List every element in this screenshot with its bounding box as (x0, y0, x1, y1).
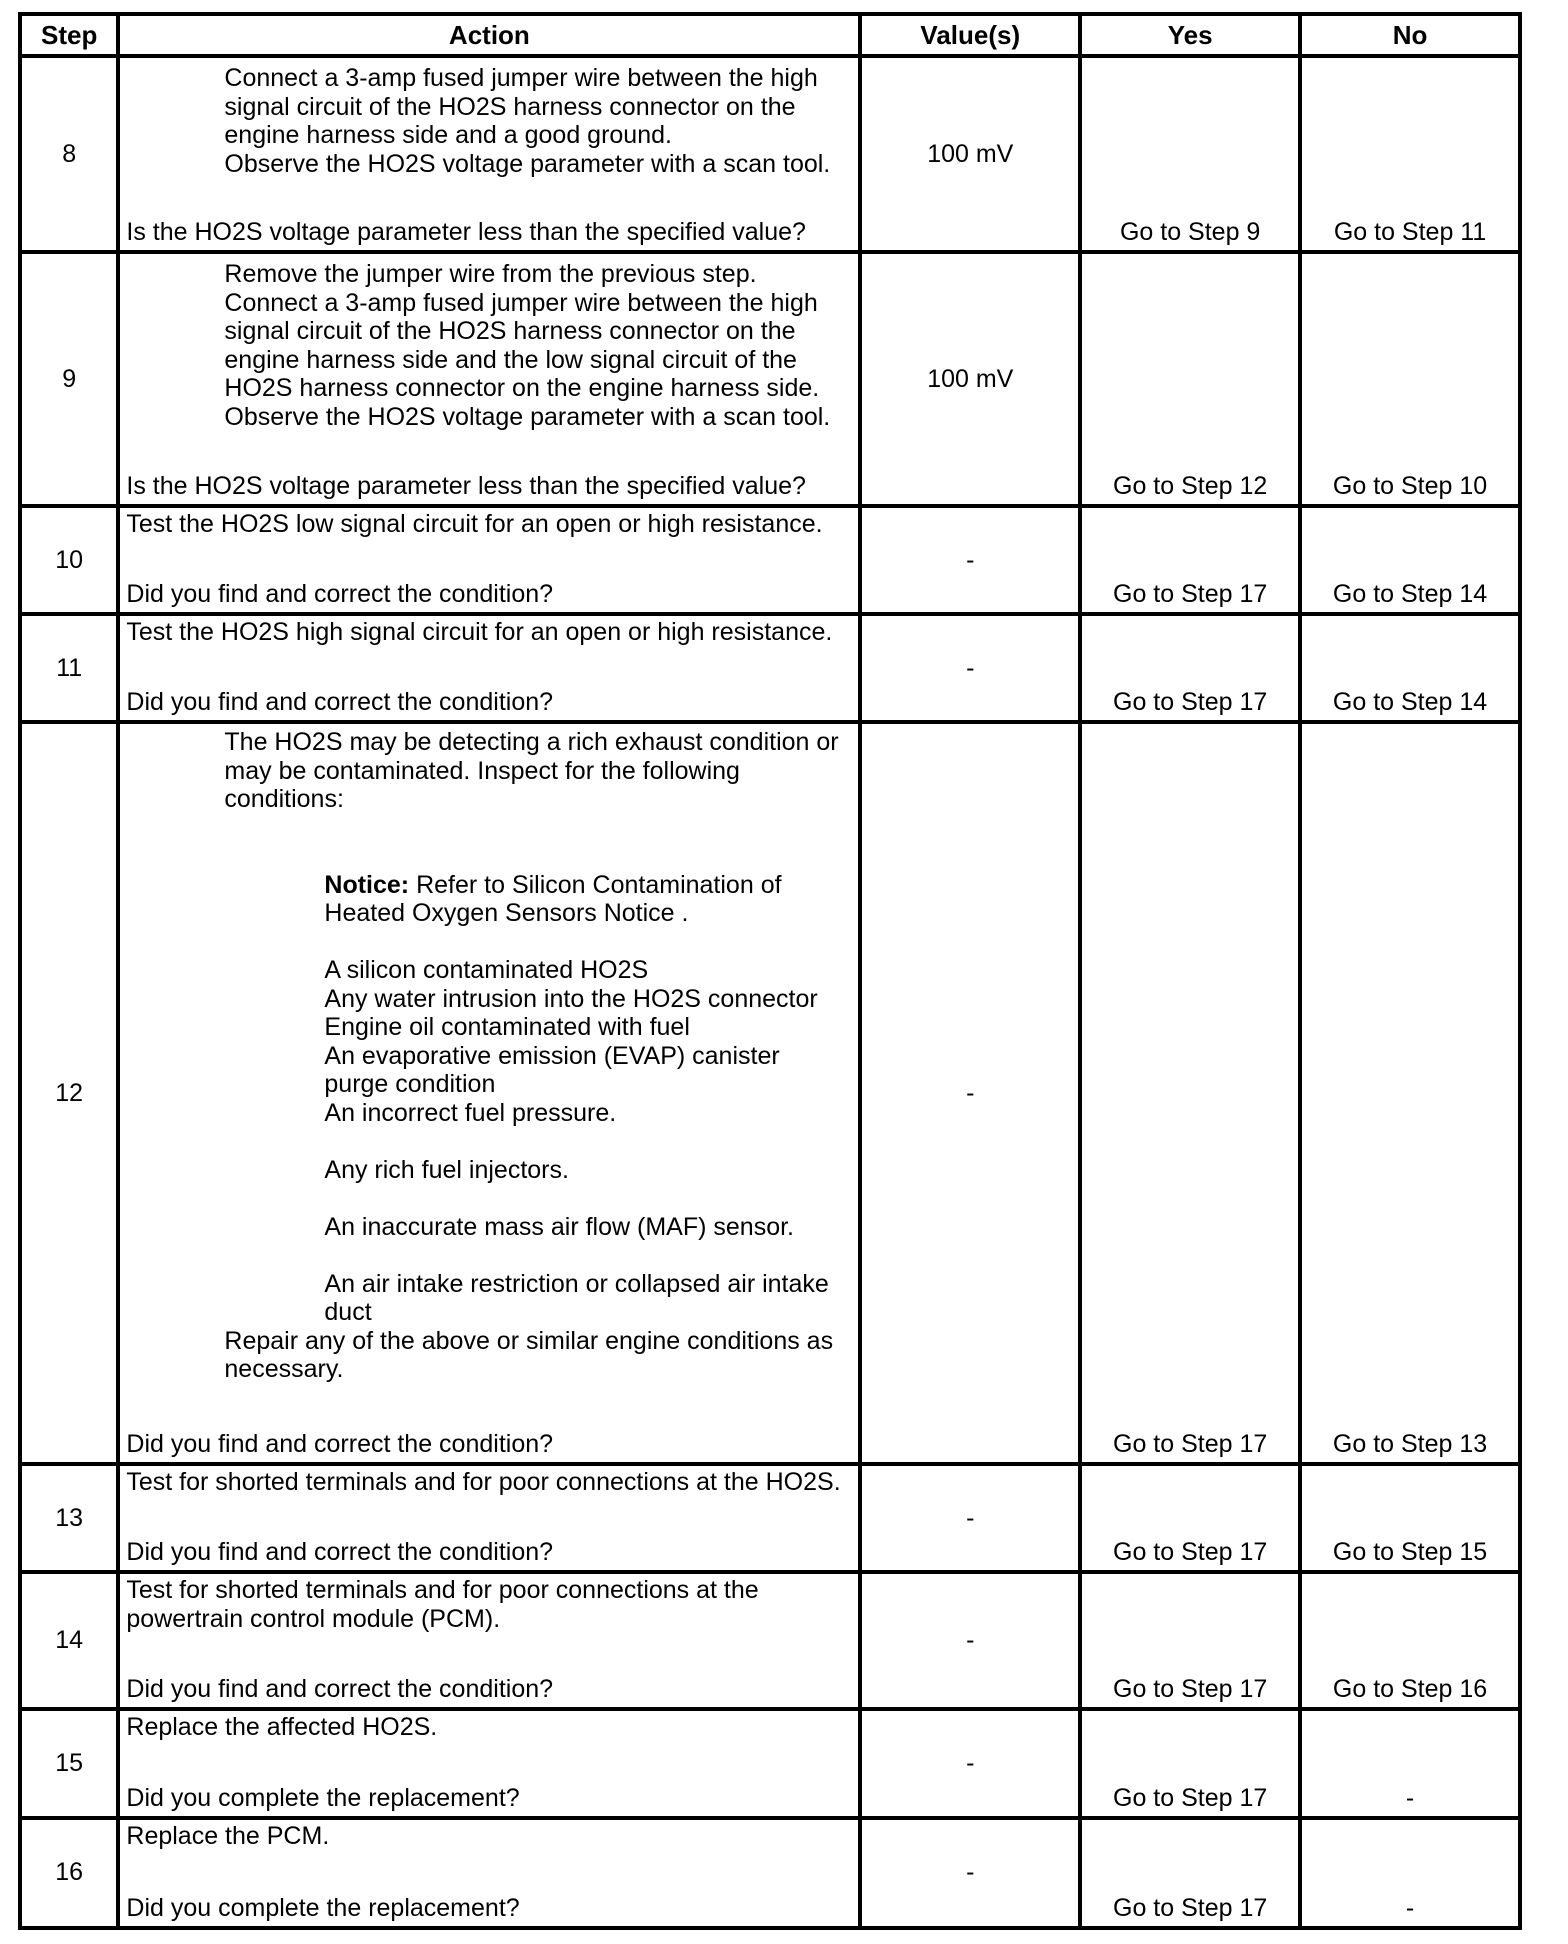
action-line: powertrain control module (PCM). (126, 1604, 501, 1633)
step-number: 8 (20, 56, 118, 252)
yes-result: Go to Step 12 (1113, 471, 1268, 500)
value-cell: - (860, 722, 1080, 1464)
action-cell (118, 1709, 860, 1817)
action-line: Test the HO2S low signal circuit for an open or high resistance. (126, 509, 823, 538)
no-result: Go to Step 10 (1332, 471, 1488, 500)
action-cell (118, 614, 860, 722)
header-row (20, 14, 1520, 56)
condition-item: An incorrect fuel pressure. (324, 1098, 617, 1127)
action-question: Is the HO2S voltage parameter less than the specified value? (126, 218, 806, 247)
action-line: Connect a 3-amp fused jumper wire between the high (224, 288, 818, 317)
yes-cell (1080, 1818, 1300, 1928)
intro-line: The HO2S may be detecting a rich exhaust condition or (224, 728, 839, 757)
table-row (20, 1818, 1520, 1928)
yes-cell (1080, 1572, 1300, 1709)
action-line: Connect a 3-amp fused jumper wire between the high (224, 64, 818, 92)
table-row (20, 506, 1520, 614)
notice-line (324, 871, 858, 900)
action-line: Replace the PCM. (126, 1821, 330, 1850)
action-question: Did you complete the replacement? (126, 1783, 520, 1812)
no-cell (1300, 506, 1520, 614)
action-line: engine harness side and the low signal circuit of the (224, 345, 797, 374)
yes-result: Go to Step 17 (1113, 580, 1268, 609)
action-line: Replace the affected HO2S. (126, 1713, 438, 1742)
action-line: Observe the HO2S voltage parameter with a scan tool. (224, 149, 831, 178)
no-cell (1300, 614, 1520, 722)
intro-line: may be contaminated. Inspect for the following (224, 756, 740, 785)
step-number: 13 (20, 1464, 118, 1572)
yes-cell (1080, 722, 1300, 1464)
no-result: Go to Step 15 (1332, 1538, 1488, 1567)
no-cell (1300, 56, 1520, 252)
header-no: No (1300, 14, 1520, 56)
action-line: Remove the jumper wire from the previous step. (224, 260, 757, 289)
table-row (20, 252, 1520, 506)
yes-cell (1080, 614, 1300, 722)
yes-result: Go to Step 17 (1113, 688, 1268, 717)
step-number: 9 (20, 252, 118, 506)
condition-item: An air intake restriction or collapsed air intake (324, 1269, 829, 1298)
action-question: Did you find and correct the condition? (126, 688, 554, 717)
value-cell: 100 mV (860, 56, 1080, 252)
step-number: 14 (20, 1572, 118, 1709)
yes-result: Go to Step 17 (1113, 1894, 1268, 1922)
yes-cell (1080, 252, 1300, 506)
action-line: Test the HO2S high signal circuit for an open or high resistance. (126, 618, 833, 647)
action-question: Did you complete the replacement? (126, 1894, 520, 1922)
table-row (20, 56, 1520, 252)
no-cell (1300, 1572, 1520, 1709)
action-question: Did you find and correct the condition? (126, 580, 554, 609)
table-row (20, 614, 1520, 722)
no-cell (1300, 722, 1520, 1464)
action-line: HO2S harness connector on the engine harness side. (224, 374, 820, 403)
action-cell (118, 1818, 860, 1928)
header-action: Action (118, 14, 860, 56)
yes-cell (1080, 56, 1300, 252)
header-yes: Yes (1080, 14, 1300, 56)
action-cell (118, 1464, 860, 1572)
action-question: Did you find and correct the condition? (126, 1675, 554, 1704)
header-step: Step (20, 14, 118, 56)
action-question: Did you find and correct the condition? (126, 1429, 554, 1458)
value-cell: - (860, 1818, 1080, 1928)
table-row (20, 1709, 1520, 1817)
no-result: Go to Step 14 (1332, 580, 1488, 609)
no-result: Go to Step 13 (1332, 1429, 1488, 1458)
condition-item: duct (324, 1298, 372, 1327)
no-result: Go to Step 11 (1333, 218, 1487, 247)
action-cell (118, 252, 860, 506)
action-cell (118, 1572, 860, 1709)
no-result: Go to Step 16 (1332, 1675, 1488, 1704)
value-cell: 100 mV (860, 252, 1080, 506)
yes-result: Go to Step 17 (1113, 1783, 1268, 1812)
no-cell (1300, 1709, 1520, 1817)
action-question: Is the HO2S voltage parameter less than the specified value? (126, 471, 806, 500)
notice-text: Heated Oxygen Sensors Notice . (324, 899, 689, 928)
condition-item: A silicon contaminated HO2S (324, 956, 649, 985)
notice-label: Notice: (324, 870, 410, 899)
yes-result: Go to Step 17 (1113, 1429, 1268, 1458)
condition-item: Any rich fuel injectors. (324, 1155, 569, 1184)
action-cell (118, 56, 860, 252)
no-result: - (1405, 1783, 1415, 1812)
value-cell: - (860, 506, 1080, 614)
table-row (20, 1572, 1520, 1709)
value-cell: - (860, 1572, 1080, 1709)
action-line: engine harness side and a good ground. (224, 121, 672, 149)
yes-cell (1080, 1709, 1300, 1817)
no-cell (1300, 1464, 1520, 1572)
step-number: 15 (20, 1709, 118, 1817)
value-cell: - (860, 614, 1080, 722)
action-line: Test for shorted terminals and for poor connections at the HO2S. (126, 1467, 841, 1496)
condition-item: Engine oil contaminated with fuel (324, 1013, 690, 1042)
condition-item: An evaporative emission (EVAP) canister (324, 1041, 780, 1070)
condition-item: Any water intrusion into the HO2S connector (324, 984, 818, 1013)
repair-line: Repair any of the above or similar engine conditions as (224, 1326, 834, 1355)
condition-item: purge condition (324, 1070, 496, 1099)
no-result: Go to Step 14 (1332, 688, 1488, 717)
no-cell (1300, 1818, 1520, 1928)
no-result: - (1405, 1894, 1415, 1922)
step-number: 12 (20, 722, 118, 1464)
step-number: 16 (20, 1818, 118, 1928)
action-line: signal circuit of the HO2S harness connector on the (224, 317, 796, 346)
action-cell (118, 506, 860, 614)
step-number: 11 (20, 614, 118, 722)
repair-line: necessary. (224, 1355, 344, 1384)
condition-item: An inaccurate mass air flow (MAF) sensor. (324, 1212, 794, 1241)
yes-cell (1080, 1464, 1300, 1572)
action-line: Test for shorted terminals and for poor connections at the (126, 1576, 759, 1605)
action-line: Observe the HO2S voltage parameter with a scan tool. (224, 402, 831, 431)
yes-result: Go to Step 17 (1113, 1538, 1268, 1567)
action-question: Did you find and correct the condition? (126, 1538, 554, 1567)
value-cell: - (860, 1464, 1080, 1572)
yes-cell (1080, 506, 1300, 614)
no-cell (1300, 252, 1520, 506)
header-values: Value(s) (860, 14, 1080, 56)
action-line: signal circuit of the HO2S harness connector on the (224, 92, 796, 121)
table-row (20, 1464, 1520, 1572)
intro-line: conditions: (224, 785, 344, 814)
table-row (20, 722, 1520, 1464)
step-number: 10 (20, 506, 118, 614)
action-cell (118, 722, 860, 1464)
yes-result: Go to Step 17 (1113, 1675, 1268, 1704)
diagnostic-table (18, 12, 1522, 1930)
notice-text: Refer to Silicon Contamination of (409, 870, 782, 899)
value-cell: - (860, 1709, 1080, 1817)
yes-result: Go to Step 9 (1119, 218, 1261, 247)
